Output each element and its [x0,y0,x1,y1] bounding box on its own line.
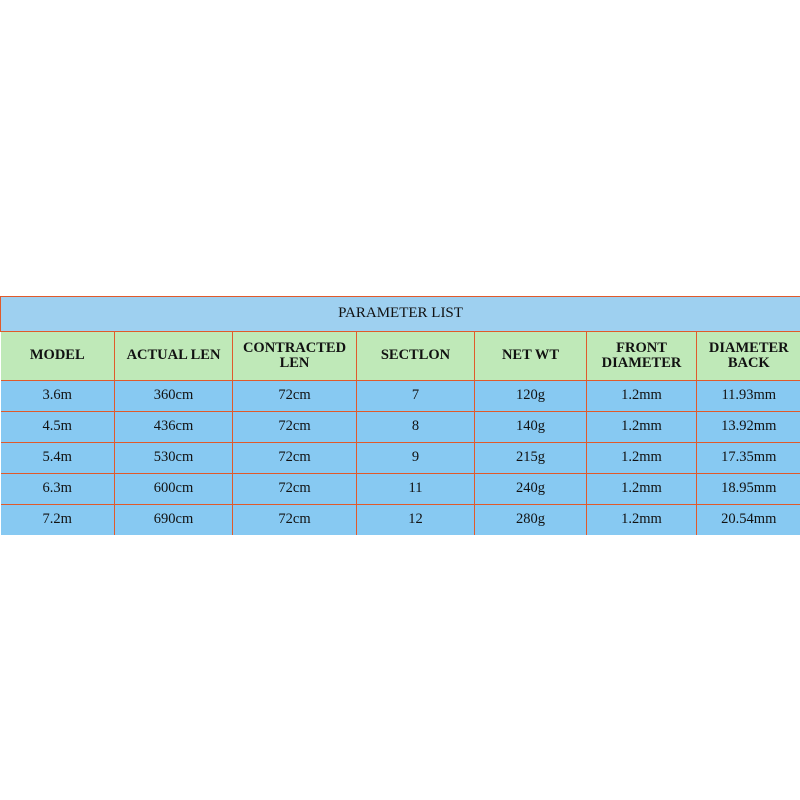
cell-net-wt: 240g [475,474,587,505]
cell-actual-len: 360cm [115,381,233,412]
parameter-table [0,296,800,535]
cell-model: 7.2m [1,505,115,536]
cell-diameter-back: 17.35mm [697,443,800,474]
cell-front-diameter: 1.2mm [587,505,697,536]
cell-net-wt: 215g [475,443,587,474]
cell-sectlon: 9 [357,443,475,474]
cell-actual-len: 436cm [115,412,233,443]
cell-net-wt: 280g [475,505,587,536]
column-header-sectlon: SECTLON [357,332,475,381]
table-row [1,443,800,474]
column-header-front-diameter: FRONT DIAMETER [587,332,697,381]
cell-actual-len: 530cm [115,443,233,474]
column-header-net-wt: NET WT [475,332,587,381]
cell-diameter-back: 20.54mm [697,505,800,536]
cell-diameter-back: 13.92mm [697,412,800,443]
cell-net-wt: 120g [475,381,587,412]
cell-model: 5.4m [1,443,115,474]
column-header-contracted-len: CONTRACTED LEN [233,332,357,381]
column-header-model: MODEL [1,332,115,381]
table-title-row [1,297,800,332]
cell-contracted-len: 72cm [233,381,357,412]
cell-sectlon: 11 [357,474,475,505]
parameter-table-container [0,296,800,535]
table-title: PARAMETER LIST [1,297,800,332]
table-row [1,505,800,536]
cell-sectlon: 12 [357,505,475,536]
cell-actual-len: 600cm [115,474,233,505]
cell-sectlon: 7 [357,381,475,412]
cell-front-diameter: 1.2mm [587,474,697,505]
table-header-row [1,332,800,381]
cell-front-diameter: 1.2mm [587,412,697,443]
cell-diameter-back: 11.93mm [697,381,800,412]
cell-contracted-len: 72cm [233,474,357,505]
column-header-actual-len: ACTUAL LEN [115,332,233,381]
cell-model: 4.5m [1,412,115,443]
table-row [1,474,800,505]
table-row [1,381,800,412]
cell-contracted-len: 72cm [233,412,357,443]
cell-model: 3.6m [1,381,115,412]
table-row [1,412,800,443]
cell-front-diameter: 1.2mm [587,443,697,474]
cell-sectlon: 8 [357,412,475,443]
cell-diameter-back: 18.95mm [697,474,800,505]
cell-contracted-len: 72cm [233,443,357,474]
column-header-diameter-back: DIAMETER BACK [697,332,800,381]
cell-actual-len: 690cm [115,505,233,536]
cell-front-diameter: 1.2mm [587,381,697,412]
cell-net-wt: 140g [475,412,587,443]
cell-contracted-len: 72cm [233,505,357,536]
cell-model: 6.3m [1,474,115,505]
